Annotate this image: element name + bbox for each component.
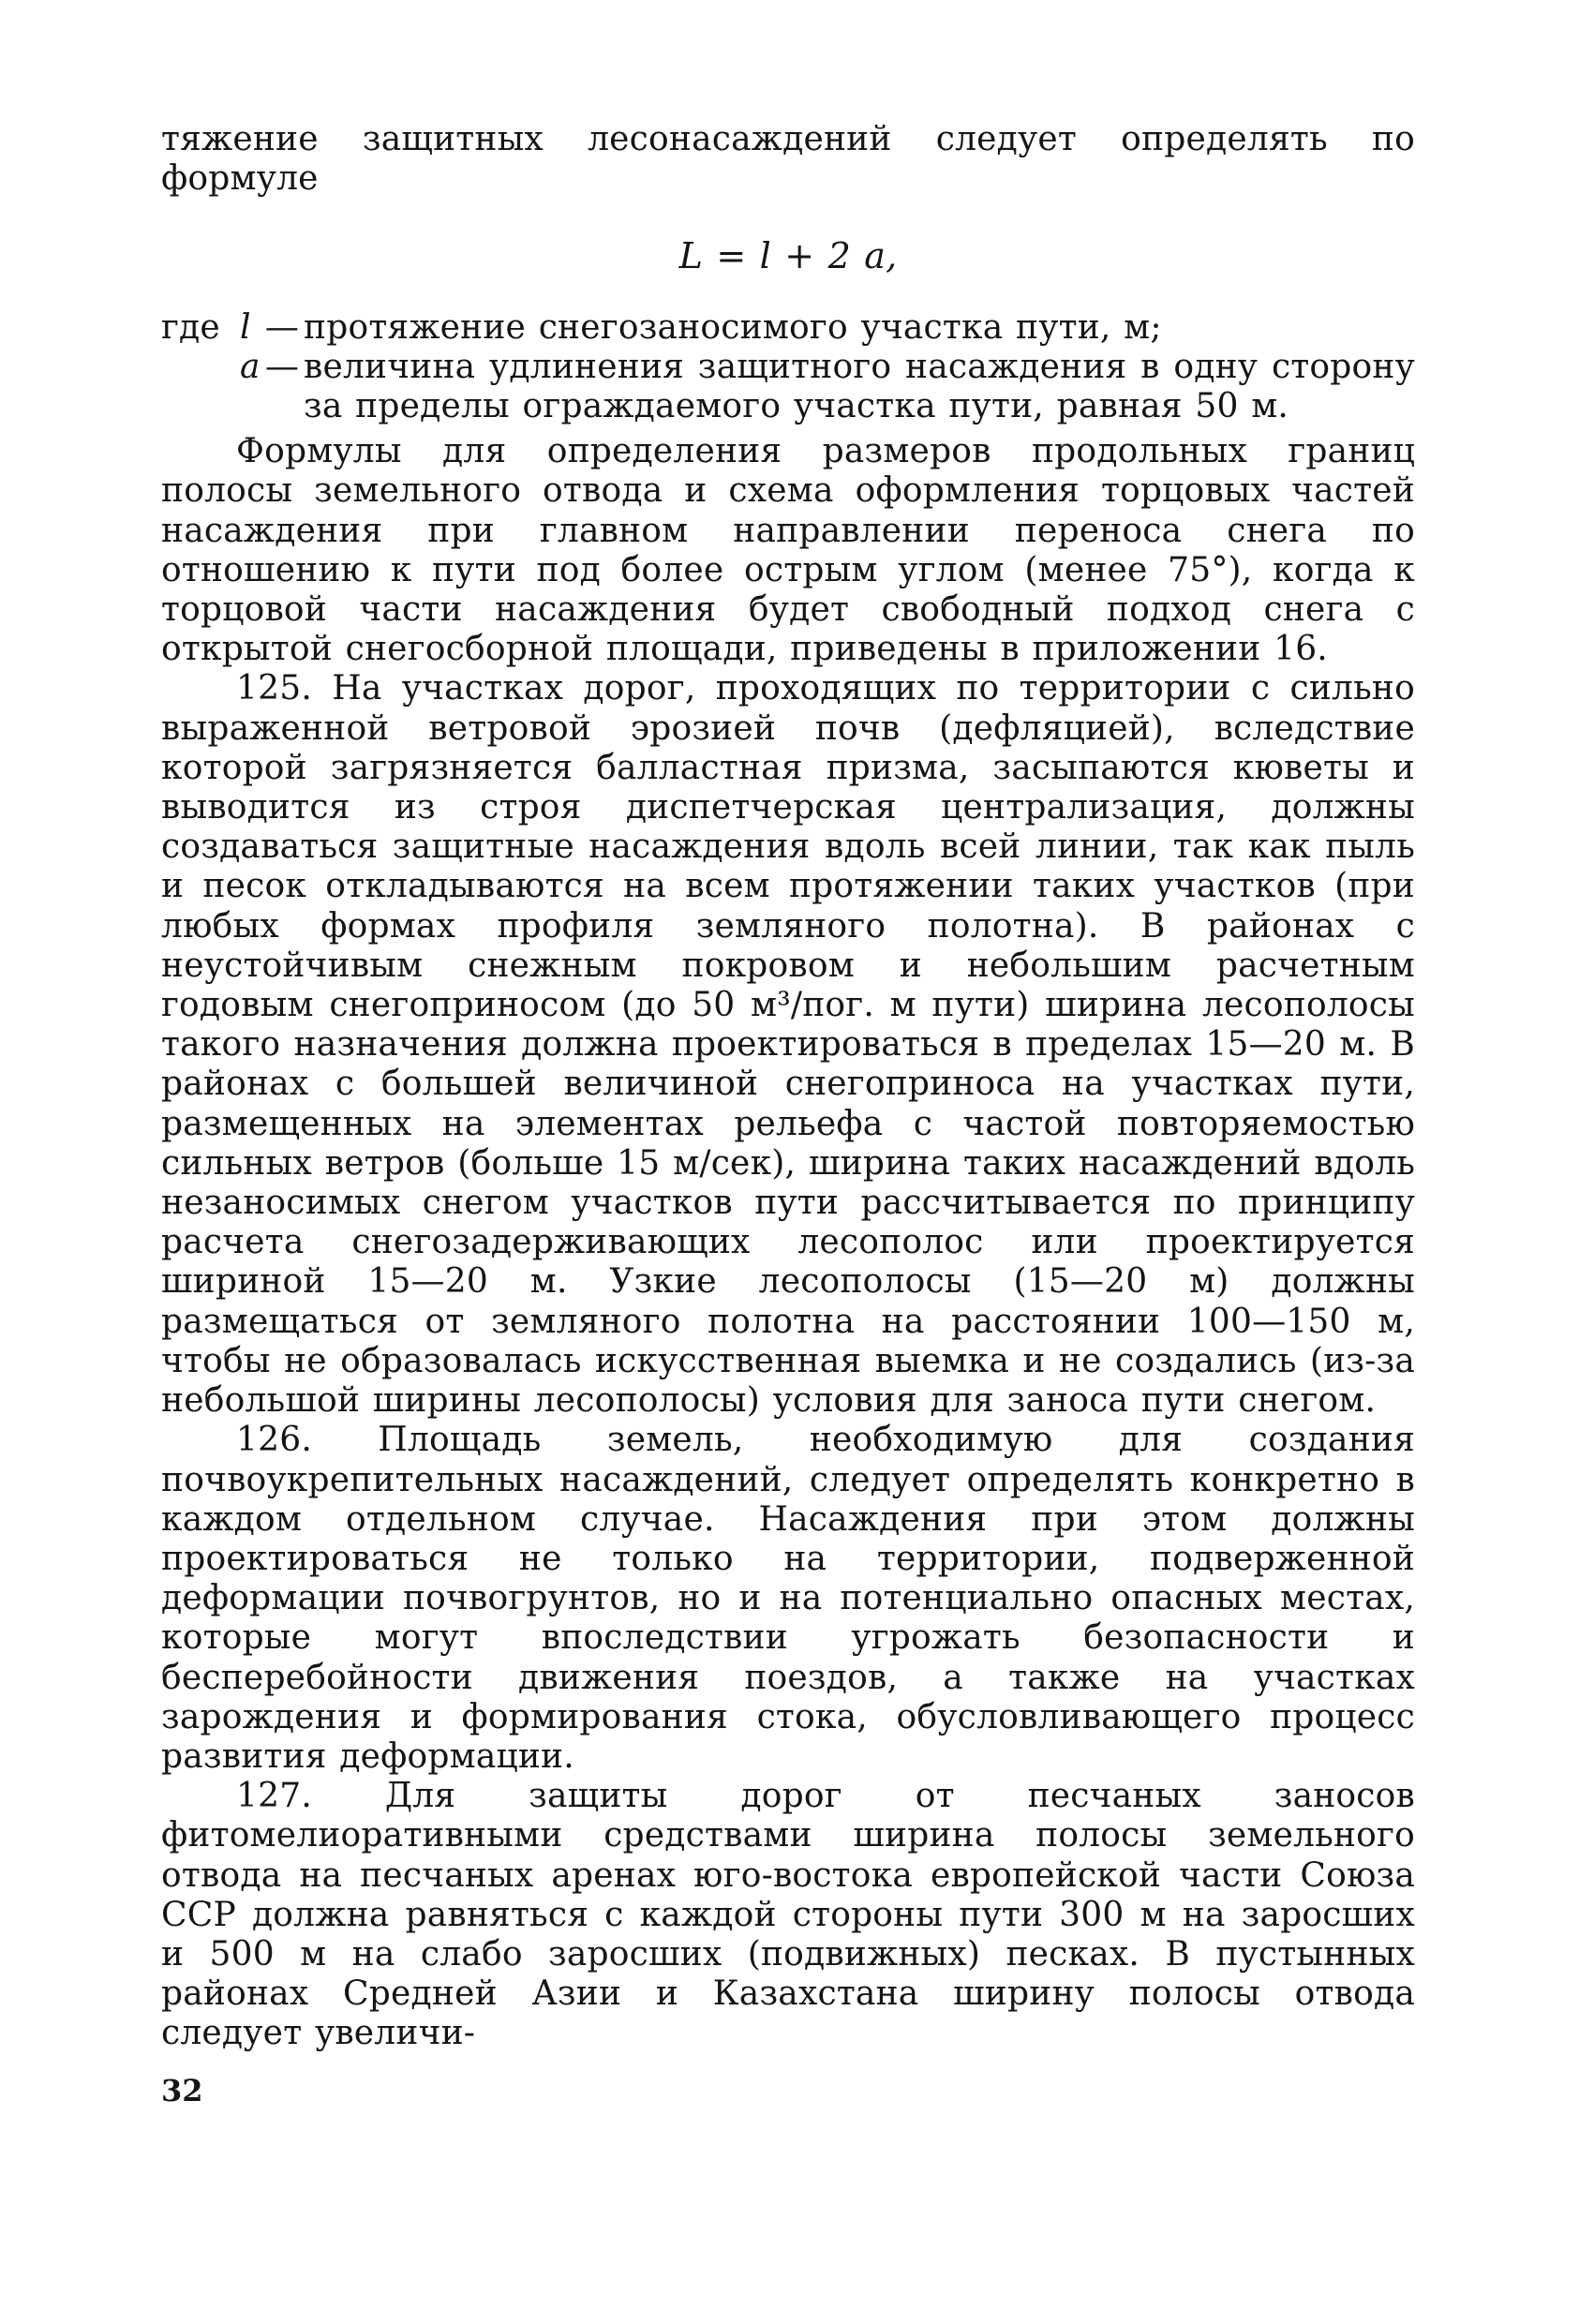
paragraph-125: 125. На участках дорог, проходящих по территории с сильно выраженной ветровой эрозией почв (дефляцией), вследствие которой загрязняется балластная призма, засыпаются кюветы и выводится из строя диспетчерская централизация, должны создаваться защитные насаждения вдоль всей линии, так как пыль и песок откладываются на всем протяжении таких участков (при любых формах профиля земляного полотна). В районах с неустойчивым снежным покровом и небольшим расчетным годовым снегоприносом (до 50 м³/пог. м пути) ширина лесополосы такого назначения должна проектироваться в пределах 15—20 м. В районах с большей величиной снегоприноса на участках пути, размещенных на элементах рельефа с частой повторяемостью сильных ветров (больше 15 м/сек), ширина таких насаждений вдоль незаносимых снегом участков пути рассчитывается по принципу расчета снегозадерживающих лесополос или проектируется шириной 15—20 м. Узкие лесополосы (15—20 м) должны размещаться от земляного полотна на расстоянии 100—150 м, чтобы не образовалась искусственная выемка и не создались (из-за небольшой ширины лесополосы) условия для заноса пути снегом. [161, 669, 1415, 1421]
definition-dash: — [264, 307, 300, 347]
definition-row-a [161, 348, 1415, 426]
where-label: где [161, 307, 220, 347]
body-text [161, 120, 1415, 2054]
definition-dash: — [264, 347, 300, 386]
formula: L = l + 2 a, [678, 235, 898, 277]
intro-paragraph: тяжение защитных лесонасаждений следует определять по формуле [161, 120, 1415, 199]
paragraph-formulas: Формулы для определения размеров продольных границ полосы земельного отвода и схема оформления торцовых частей насаждения при главном направлении переноса снега по отношению к пути под более острым углом (менее 75°), когда к торцовой части насаждения будет свободный подход снега с открытой снегосборной площади, приведены в приложении 16. [161, 432, 1415, 669]
definitions-list [161, 308, 1415, 427]
definition-row-l [161, 308, 1415, 348]
page-number: 32 [161, 2073, 203, 2108]
definition-text: протяжение снегозаносимого участка пути, м; [304, 307, 1162, 347]
definition-text: величина удлинения защитного насаждения в одну сторону за пределы ограждаемого участка пути, равная 50 м. [304, 347, 1415, 426]
definition-symbol: a [240, 347, 261, 386]
definition-symbol: l [240, 307, 251, 347]
paragraph-127: 127. Для защиты дорог от песчаных заносов фитомелиоративными средствами ширина полосы земельного отвода на песчаных аренах юго-востока европейской части Союза ССР должна равняться с каждой стороны пути 300 м на заросших и 500 м на слабо заросших (подвижных) песках. В пустынных районах Средней Азии и Казахстана ширину полосы отвода следует увеличи- [161, 1777, 1415, 2053]
paragraph-126: 126. Площадь земель, необходимую для создания почвоукрепительных насаждений, следует определять конкретно в каждом отдельном случае. Насаждения при этом должны проектироваться не только на территории, подверженной деформации почвогрунтов, но и на потенциально опасных местах, которые могут впоследствии угрожать безопасности и бесперебойности движения поездов, а также на участках зарождения и формирования стока, обусловливающего процесс развития деформации. [161, 1421, 1415, 1776]
